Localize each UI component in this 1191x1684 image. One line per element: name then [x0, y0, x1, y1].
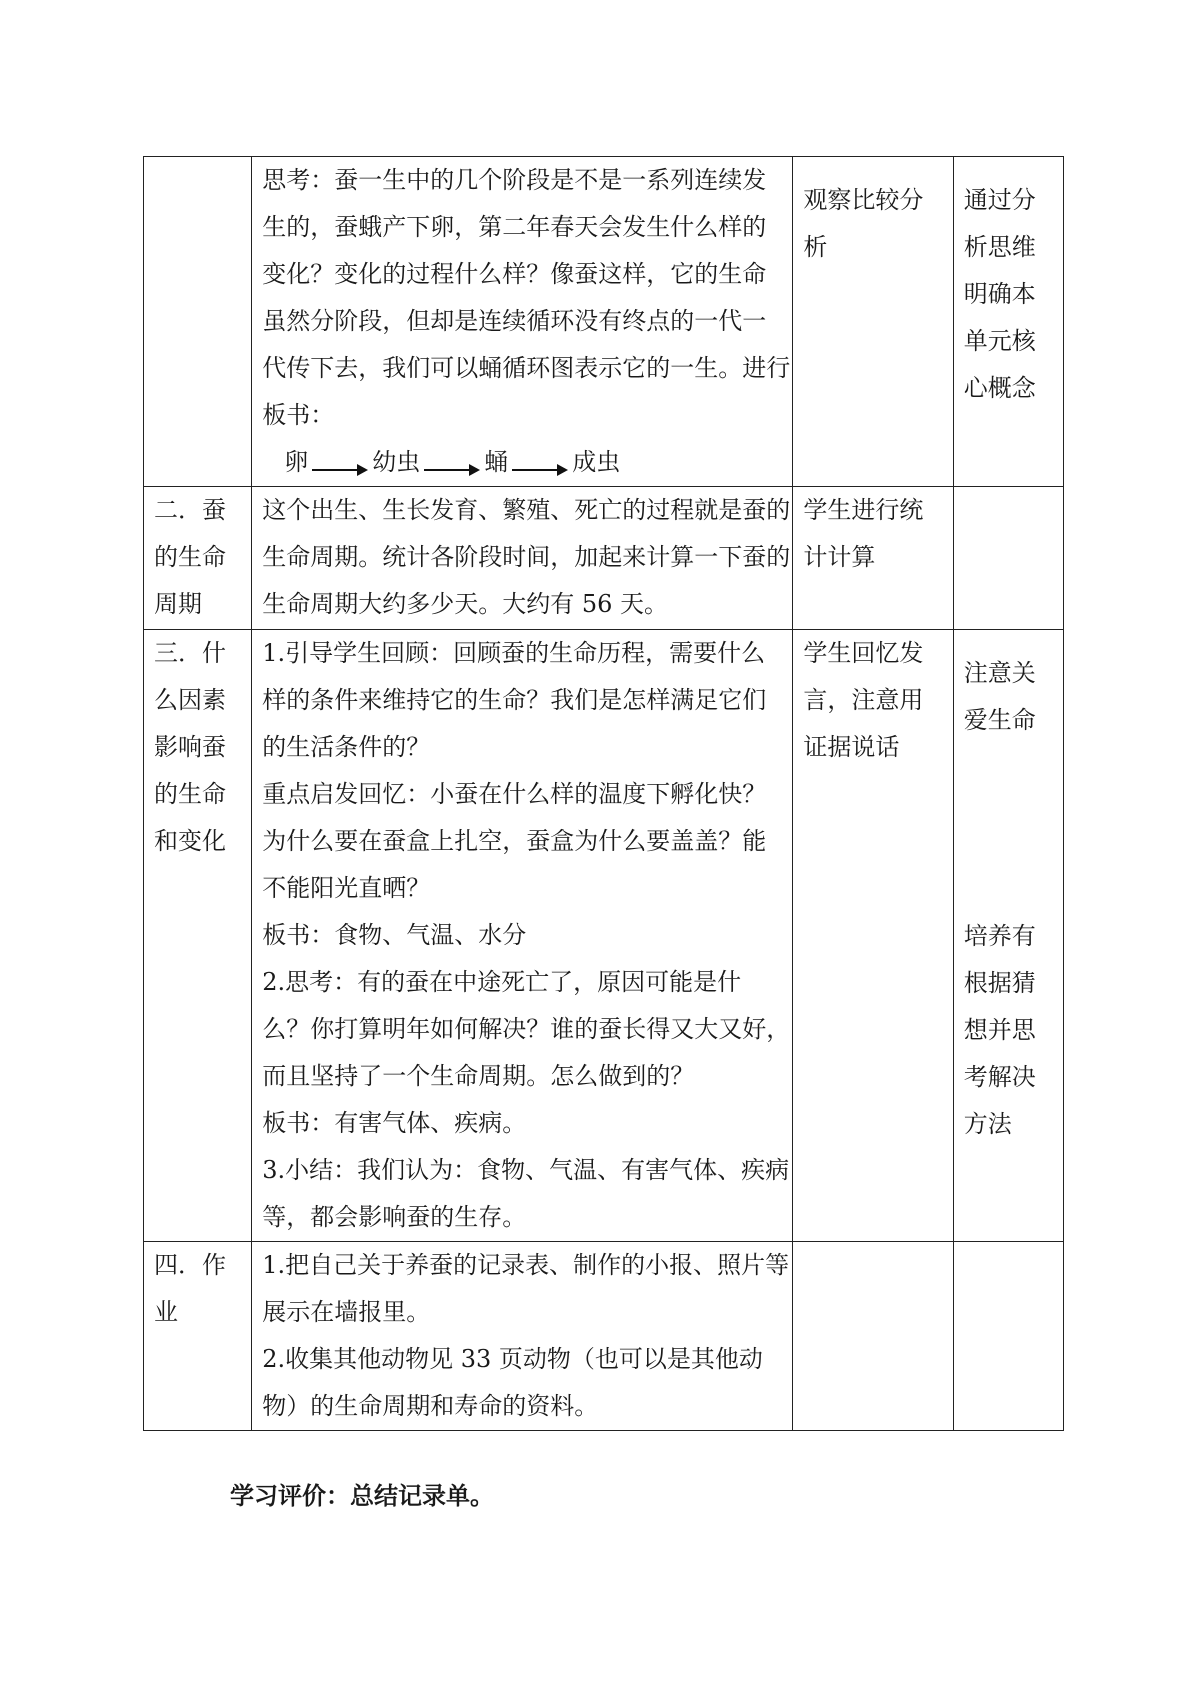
content-cell	[252, 157, 793, 487]
content-line: 物）的生命周期和寿命的资料。	[262, 1392, 599, 1420]
right-arrow-icon	[512, 455, 568, 471]
stage-cell	[144, 1242, 252, 1431]
intent-line: 根据猜	[963, 969, 1036, 997]
activity-cell	[793, 1242, 953, 1431]
content-line: 不能阳光直晒？	[262, 874, 431, 902]
life-cycle-flow	[262, 439, 782, 486]
learning-evaluation: 学习评价：总结记录单。	[230, 1482, 494, 1510]
content-line: 生命周期。统计各阶段时间，加起来计算一下蚕的	[262, 543, 791, 571]
stage-line: 业	[154, 1298, 178, 1326]
activity-line: 学生进行统	[803, 496, 924, 524]
content-line: 1.把自己关于养蚕的记录表、制作的小报、照片等	[262, 1251, 790, 1279]
content-line: 生的，蚕蛾产下卵，第二年春天会发生什么样的	[262, 213, 767, 241]
content-cell	[252, 487, 793, 630]
flow-node-larva: 幼虫	[372, 448, 421, 476]
activity-cell	[793, 487, 953, 630]
intent-line: 单元核	[963, 327, 1036, 355]
content-line: 2.思考：有的蚕在中途死亡了，原因可能是什	[262, 968, 742, 996]
stage-line: 影响蚕	[154, 733, 226, 761]
flow-node-pupa: 蛹	[484, 448, 509, 476]
content-line: 生命周期大约多少天。大约有 56 天。	[262, 590, 669, 618]
stage-line: 么因素	[154, 686, 226, 714]
intent-cell	[953, 630, 1063, 1242]
content-line: 重点启发回忆：小蚕在什么样的温度下孵化快？	[262, 780, 767, 808]
content-cell	[252, 630, 793, 1242]
intent-line: 培养有	[963, 922, 1036, 950]
content-line: 而且坚持了一个生命周期。怎么做到的？	[262, 1062, 695, 1090]
content-line: 板书：有害气体、疾病。	[262, 1109, 527, 1137]
activity-line: 证据说话	[803, 733, 900, 761]
intent-cell	[953, 1242, 1063, 1431]
intent-line: 心概念	[963, 374, 1036, 402]
content-line: 2.收集其他动物见 33 页动物（也可以是其他动	[262, 1345, 763, 1373]
content-line: 思考：蚕一生中的几个阶段是不是一系列连续发	[262, 166, 767, 194]
content-line: 么？你打算明年如何解决？谁的蚕长得又大又好，	[262, 1015, 791, 1043]
intent-line: 爱生命	[963, 706, 1036, 734]
activity-line: 观察比较分	[803, 186, 924, 214]
intent-line: 注意关	[963, 659, 1036, 687]
activity-line: 计计算	[803, 543, 876, 571]
activity-cell	[793, 157, 953, 487]
intent-line: 想并思	[963, 1016, 1036, 1044]
stage-line: 二．蚕	[154, 496, 226, 524]
content-line: 为什么要在蚕盒上扎空，蚕盒为什么要盖盖？能	[262, 827, 767, 855]
stage-cell	[144, 487, 252, 630]
activity-line: 学生回忆发	[803, 639, 924, 667]
intent-cell	[953, 157, 1063, 487]
intent-line: 析思维	[963, 233, 1036, 261]
spacer	[964, 744, 1053, 913]
stage-line: 的生命	[154, 543, 226, 571]
stage-cell	[144, 630, 252, 1242]
activity-cell	[793, 630, 953, 1242]
intent-line: 明确本	[963, 280, 1036, 308]
content-line: 等，都会影响蚕的生存。	[262, 1203, 527, 1231]
content-line: 这个出生、生长发育、繁殖、死亡的过程就是蚕的	[262, 496, 791, 524]
stage-line: 的生命	[154, 780, 226, 808]
intent-line: 方法	[963, 1110, 1012, 1138]
table-row	[144, 1242, 1064, 1431]
stage-line: 三．什	[154, 639, 226, 667]
content-line: 代传下去，我们可以蛹循环图表示它的一生。进行	[262, 354, 791, 382]
stage-cell	[144, 157, 252, 487]
table-row	[144, 630, 1064, 1242]
activity-line: 析	[803, 233, 828, 261]
content-line: 样的条件来维持它的生命？我们是怎样满足它们	[262, 686, 767, 714]
activity-line: 言，注意用	[803, 686, 924, 714]
content-line: 变化？变化的过程什么样？像蚕这样，它的生命	[262, 260, 767, 288]
intent-line: 通过分	[963, 186, 1036, 214]
intent-line: 考解决	[963, 1063, 1036, 1091]
table-row	[144, 157, 1064, 487]
content-line: 3.小结：我们认为：食物、气温、有害气体、疾病	[262, 1156, 790, 1184]
intent-cell	[953, 487, 1063, 630]
stage-line: 四．作	[154, 1251, 226, 1279]
content-line: 板书：食物、气温、水分	[262, 921, 527, 949]
right-arrow-icon	[424, 455, 480, 471]
content-line: 虽然分阶段，但却是连续循环没有终点的一代一	[262, 307, 767, 335]
lesson-plan-table	[143, 156, 1064, 1431]
stage-line: 和变化	[154, 827, 226, 855]
table-row	[144, 487, 1064, 630]
content-cell	[252, 1242, 793, 1431]
content-line: 1.引导学生回顾：回顾蚕的生命历程，需要什么	[262, 639, 766, 667]
right-arrow-icon	[312, 455, 368, 471]
flow-node-egg: 卵	[284, 448, 309, 476]
content-line: 展示在墙报里。	[262, 1298, 431, 1326]
content-line: 板书：	[262, 401, 335, 429]
flow-node-adult: 成虫	[572, 448, 621, 476]
stage-line: 周期	[154, 590, 202, 618]
content-line: 的生活条件的？	[262, 733, 431, 761]
